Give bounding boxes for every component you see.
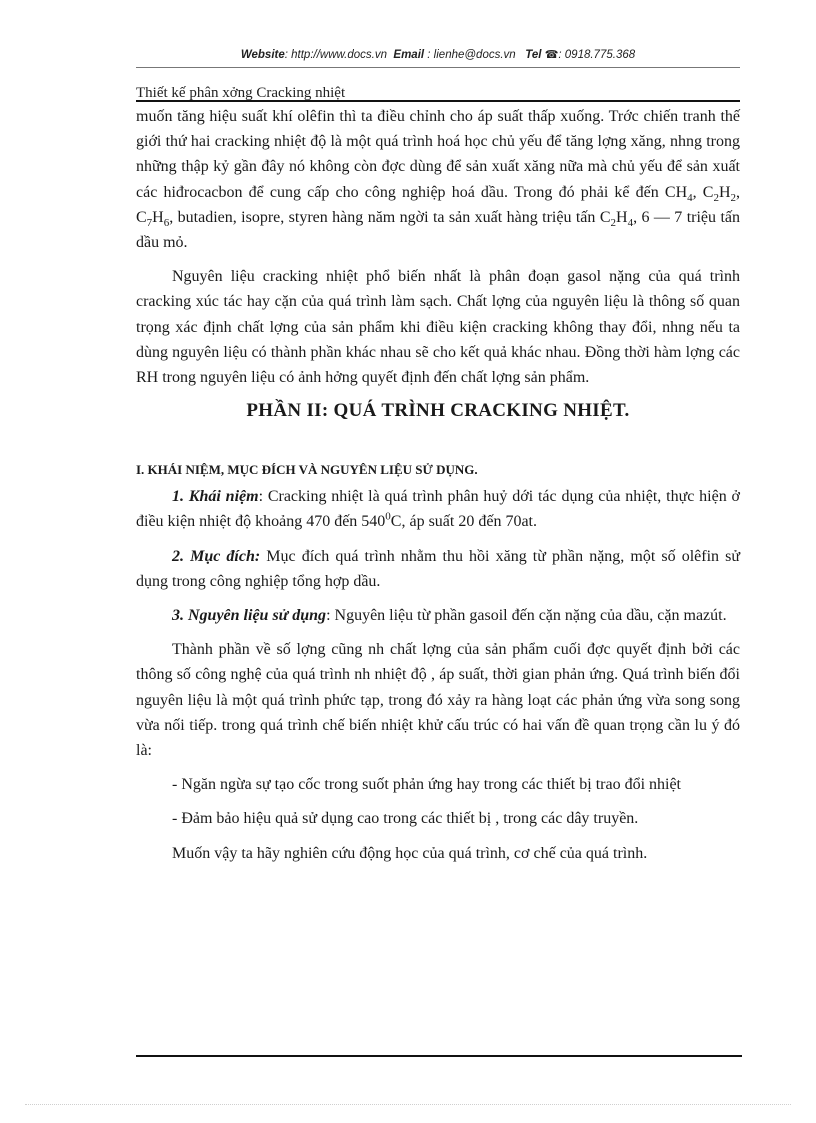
page-bottom-dotted-line	[25, 1104, 791, 1105]
document-title: Thiết kế phân xởng Cracking nhiệt	[136, 85, 346, 101]
tel-number: : 0918.775.368	[558, 49, 636, 61]
paragraph-composition: Thành phần về số lợng cũng nh chất lợng của sản phẩm cuối đợc quyết định bởi các thông số công nghệ của quá trình nh nhiệt độ , áp suất, thời gian phản ứng. Quá trình biến đổi nguyên liệu là một quá trình phức tạp, trong đó xảy ra hàng loạt các phản ứng vừa song song vừa nối tiếp. trong quá trình chế biến nhiệt khử cấu trúc có hai vấn đề quan trọng cần lu ý đó là:	[136, 641, 740, 760]
feedstock-label: 3. Nguyên liệu sử dụng	[172, 607, 327, 625]
document-body	[136, 104, 740, 866]
section-heading: PHẦN II: QUÁ TRÌNH CRACKING NHIỆT.	[246, 400, 630, 422]
paragraph-feedstock: 3. Nguyên liệu sử dụng: Nguyên liệu từ phần gasoil đến cặn nặng của dầu, cặn mazút.	[172, 607, 727, 625]
header-divider	[136, 67, 740, 68]
email-label: Email	[393, 49, 425, 61]
tel-label: Tel	[525, 49, 542, 61]
concept-label: 1. Khái niệm	[172, 488, 259, 506]
footer-divider	[136, 1055, 742, 1057]
list-item-efficiency: - Đảm bảo hiệu quả sử dụng cao trong các thiết bị , trong các dây truyền.	[172, 810, 639, 828]
subsection-heading: I. KHÁI NIỆM, MỤC ĐÍCH VÀ NGUYÊN LIỆU SỬ DỤNG.	[136, 462, 478, 478]
paragraph-intro: muốn tăng hiệu suất khí olêfin thì ta điều chỉnh cho áp suất thấp xuống. Trớc chiến tranh thế giới thứ hai cracking nhiệt độ là một quá trình hoá học chủ yếu để tăng lợng xăng, nhng trong những thập kỷ gần đây nó không còn đợc dùng để sản xuất xăng nữa mà chủ yếu để sản xuất các hiđrocacbon để cung cấp cho công nghiệp hoá dầu. Trong đó phải kể đến $CH_4$, $C_2H_2$, $C_7H_6$, butadien, isopre, styren hàng năm ngời ta sản xuất hàng triệu tấn $C_2H_4$, 6 — 7 triệu tấn dầu mỏ.	[136, 108, 741, 252]
website-header	[136, 48, 740, 66]
paragraph-purpose: 2. Mục đích: Mục đích quá trình nhằm thu hồi xăng từ phần nặng, một số olêfin sử dụng trong công nghiệp tổng hợp dầu.	[136, 547, 741, 590]
title-underline	[136, 100, 740, 102]
purpose-label: 2. Mục đích:	[172, 547, 261, 565]
paragraph-raw-material: Nguyên liệu cracking nhiệt phổ biến nhất là phân đoạn gasol nặng của quá trình cracking xúc tác hay cặn của quá trình làm sạch. Chất lợng của nguyên liệu là thông số quan trọng xác định chất lợng của sản phẩm khi điều kiện cracking không thay đổi, nhng nếu ta dùng nguyên liệu có thành phần khác nhau sẽ cho kết quả khác nhau. Đồng thời hàm lợng các RH trong nguyên liệu có ảnh hởng quyết định đến chất lợng sản phẩm.	[136, 268, 740, 387]
list-item-coke-prevention: - Ngăn ngừa sự tạo cốc trong suốt phản ứng hay trong các thiết bị trao đổi nhiệt	[172, 776, 681, 794]
email-address[interactable]: : lienhe@docs.vn	[427, 49, 516, 61]
website-url[interactable]: : http://www.docs.vn	[284, 49, 388, 61]
paragraph-conclusion: Muốn vậy ta hãy nghiên cứu động học của quá trình, cơ chế của quá trình.	[172, 844, 648, 862]
phone-icon: ☎	[544, 49, 559, 61]
website-label: Website	[240, 49, 285, 61]
paragraph-concept: 1. Khái niệm: Cracking nhiệt là quá trình phân huỷ dới tác dụng của nhiệt, thực hiện ở điều kiện nhiệt độ khoảng 470 đến $540^0C$, áp suất 20 đến 70at.	[136, 488, 741, 531]
